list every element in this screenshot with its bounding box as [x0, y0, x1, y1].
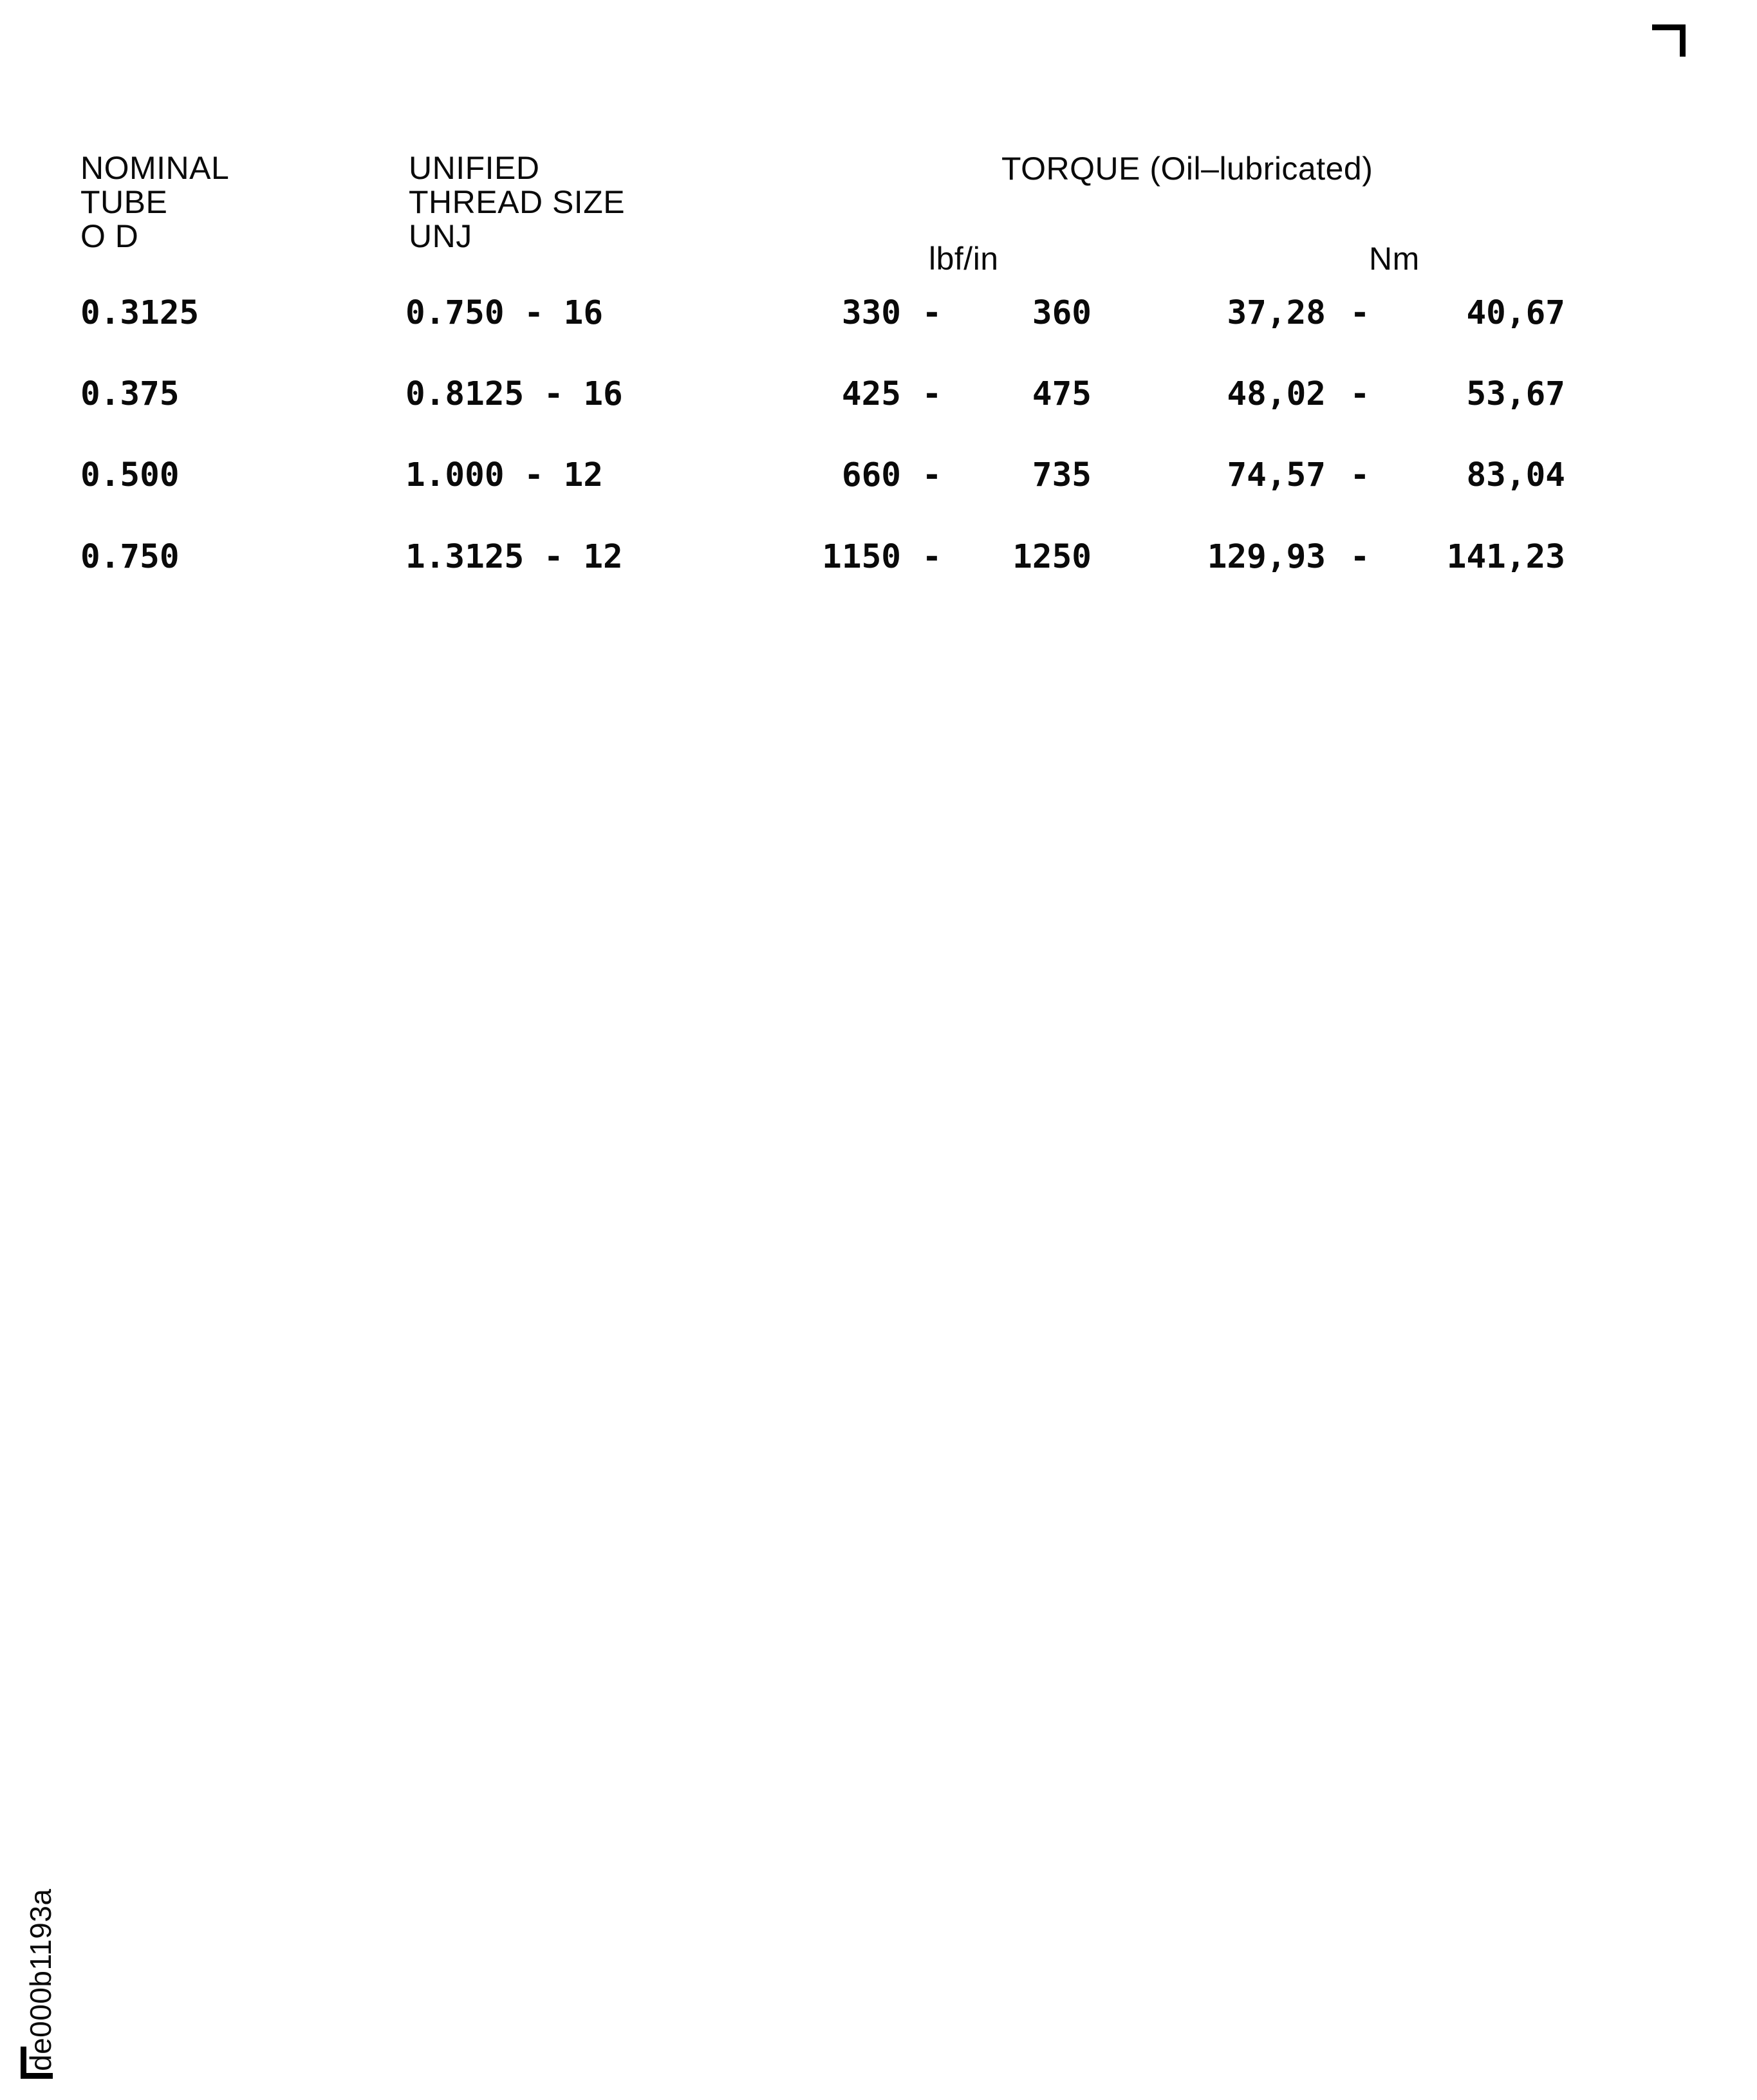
nominal-od-value: 0.3125: [80, 294, 200, 332]
header-line: TUBE: [80, 184, 168, 220]
header-line: UNJ: [409, 218, 472, 254]
nm-min-value: 129,93: [1207, 538, 1326, 576]
header-unit-lbf-in: lbf/in: [929, 241, 999, 277]
torque-nm-range: [1124, 376, 1565, 413]
range-dash: -: [922, 294, 942, 332]
range-dash: -: [922, 456, 942, 494]
nm-min-value: 74,57: [1227, 456, 1326, 494]
thread-size-value: 0.8125 - 16: [405, 375, 623, 413]
thread-size-value: 0.750 - 16: [405, 294, 604, 332]
thread-size-value: 1.3125 - 12: [405, 538, 623, 576]
range-dash: -: [1350, 456, 1370, 494]
torque-nm-range: [1124, 295, 1565, 331]
range-dash: -: [1350, 375, 1370, 413]
lbf-min-value: 1150: [822, 538, 901, 576]
thread-size-value: 1.000 - 12: [405, 456, 604, 494]
table-row: [0, 458, 1757, 496]
header-line: O D: [80, 218, 139, 254]
range-dash: -: [1350, 538, 1370, 576]
nominal-od-value: 0.375: [80, 375, 180, 413]
lbf-min-value: 660: [841, 456, 901, 494]
torque-lbf-range: [725, 539, 1092, 575]
nominal-od-value: 0.500: [80, 456, 180, 494]
torque-nm-range: [1124, 539, 1565, 575]
table-row: [0, 295, 1757, 334]
nm-max-value: 83,04: [1466, 456, 1565, 494]
table-row: [0, 539, 1757, 578]
header-unit-nm: Nm: [1369, 241, 1420, 277]
crop-mark-top-right-icon: [1652, 24, 1686, 57]
nm-max-value: 53,67: [1466, 375, 1565, 413]
header-nominal-tube-od: [80, 151, 229, 254]
torque-lbf-range: [725, 295, 1092, 331]
header-line: THREAD SIZE: [409, 184, 626, 220]
header-line: UNIFIED: [409, 150, 540, 186]
lbf-min-value: 425: [841, 375, 901, 413]
lbf-min-value: 330: [841, 294, 901, 332]
lbf-max-value: 475: [1032, 375, 1092, 413]
nm-max-value: 40,67: [1466, 294, 1565, 332]
lbf-max-value: 360: [1032, 294, 1092, 332]
nm-max-value: 141,23: [1446, 538, 1565, 576]
range-dash: -: [922, 538, 942, 576]
header-unified-thread-size: [409, 151, 625, 254]
nm-min-value: 48,02: [1227, 375, 1326, 413]
nominal-od-value: 0.750: [80, 538, 180, 576]
torque-nm-range: [1124, 458, 1565, 494]
table-row: [0, 376, 1757, 415]
range-dash: -: [922, 375, 942, 413]
document-id-vertical-label: de000b1193a: [24, 1888, 57, 2071]
nm-min-value: 37,28: [1227, 294, 1326, 332]
torque-lbf-range: [725, 376, 1092, 413]
torque-lbf-range: [725, 458, 1092, 494]
lbf-max-value: 735: [1032, 456, 1092, 494]
header-line: NOMINAL: [80, 150, 230, 186]
lbf-max-value: 1250: [1012, 538, 1092, 576]
header-torque-title: TORQUE (Oil–lubricated): [1001, 151, 1373, 187]
range-dash: -: [1350, 294, 1370, 332]
